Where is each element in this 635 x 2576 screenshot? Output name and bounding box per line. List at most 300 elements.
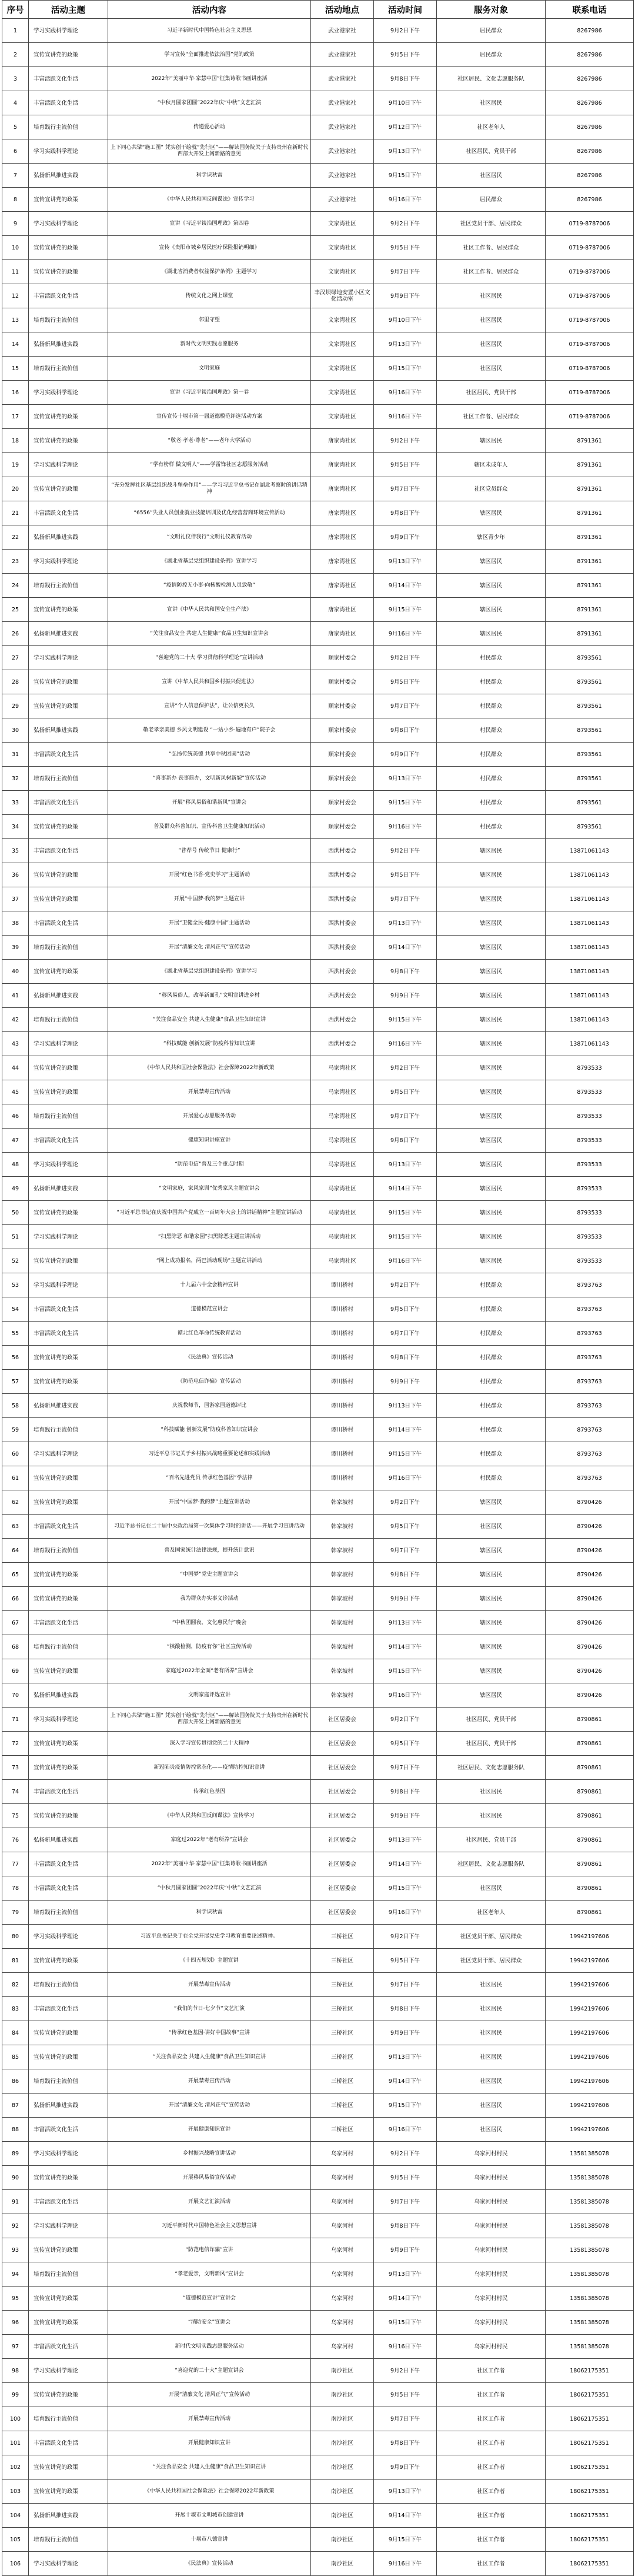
cell-phone: 0719-8787006 — [546, 405, 634, 429]
cell-phone: 8790426 — [546, 1490, 634, 1515]
cell-audience: 辖区居民 — [437, 1104, 546, 1129]
cell-location: 武业港家社 — [311, 67, 374, 91]
cell-time: 9月8日下午 — [374, 1129, 437, 1153]
cell-phone: 8791361 — [546, 429, 634, 453]
cell-content: 《民法典》宣传活动 — [108, 2552, 311, 2576]
cell-audience: 村民群众 — [437, 1370, 546, 1394]
cell-location: 社区居委会 — [311, 1876, 374, 1901]
cell-content: 传统文化之网上课堂 — [108, 284, 311, 308]
cell-topic: 培育践行主流价值 — [29, 1104, 108, 1129]
cell-audience: 社区工作者 — [437, 2407, 546, 2431]
cell-location: 马家湾社区 — [311, 1104, 374, 1129]
cell-time: 9月14日下午 — [374, 2504, 437, 2528]
cell-location: 西洪村委会 — [311, 984, 374, 1008]
cell-topic: 宣传宣讲党的政策 — [29, 2045, 108, 2069]
cell-content: 传递爱心活动 — [108, 115, 311, 139]
cell-location: 顺家村委会 — [311, 670, 374, 694]
cell-index: 64 — [2, 1539, 29, 1563]
cell-index: 38 — [2, 911, 29, 936]
cell-phone: 8793763 — [546, 1346, 634, 1370]
cell-index: 95 — [2, 2287, 29, 2311]
cell-location: 谭川桥村 — [311, 1297, 374, 1322]
table-row — [2, 2407, 634, 2431]
cell-time: 9月14日下午 — [374, 936, 437, 960]
cell-index: 85 — [2, 2045, 29, 2069]
cell-content: 《湖北省基层党组织建设条例》宣讲学习 — [108, 960, 311, 984]
cell-topic: 宣传宣讲党的政策 — [29, 1732, 108, 1756]
cell-index: 103 — [2, 2480, 29, 2504]
cell-time: 9月2日下午 — [374, 839, 437, 863]
cell-content: “孝老爱亲，文明新风”宣讲会 — [108, 2262, 311, 2287]
cell-topic: 丰富活跃文化生活 — [29, 501, 108, 525]
cell-audience: 辖区居民 — [437, 1563, 546, 1587]
cell-content: 开展“卫健全民·健康中国”主题活动 — [108, 911, 311, 936]
cell-index: 57 — [2, 1370, 29, 1394]
cell-time: 9月14日下午 — [374, 2287, 437, 2311]
cell-time: 9月15日下午 — [374, 357, 437, 381]
cell-location: 三桥社区 — [311, 1949, 374, 1973]
table-row — [2, 164, 634, 188]
cell-topic: 宣传宣讲党的政策 — [29, 1756, 108, 1780]
cell-time: 9月13日下午 — [374, 332, 437, 357]
table-row — [2, 2335, 634, 2359]
cell-content: 健康知识讲座宣讲 — [108, 1129, 311, 1153]
cell-phone: 18062175351 — [546, 2431, 634, 2455]
cell-content: 新时代文明实践志愿服务活动 — [108, 2335, 311, 2359]
table-row — [2, 332, 634, 357]
cell-topic: 学习实践科学理论 — [29, 646, 108, 670]
cell-topic: 宣传宣讲党的政策 — [29, 2021, 108, 2045]
cell-topic: 培育践行主流价值 — [29, 1973, 108, 1997]
cell-index: 63 — [2, 1515, 29, 1539]
cell-time: 9月13日下午 — [374, 1611, 437, 1635]
table-row — [2, 1852, 634, 1876]
cell-audience: 辖区居民 — [437, 1249, 546, 1273]
cell-index: 29 — [2, 694, 29, 718]
cell-audience: 辖区居民 — [437, 887, 546, 911]
cell-location: 马家湾社区 — [311, 1225, 374, 1249]
cell-location: 韩家坡村 — [311, 1490, 374, 1515]
cell-phone: 19942197606 — [546, 2094, 634, 2118]
cell-index: 80 — [2, 1925, 29, 1949]
cell-phone: 8793533 — [546, 1056, 634, 1080]
cell-audience: 社区居民 — [437, 2045, 546, 2069]
cell-index: 69 — [2, 1659, 29, 1683]
table-row — [2, 405, 634, 429]
table-row — [2, 429, 634, 453]
cell-content: “关注食品安全 共建人生健康”食品卫生知识宣讲 — [108, 1008, 311, 1032]
table-row — [2, 2359, 634, 2383]
table-row — [2, 598, 634, 622]
table-row — [2, 1683, 634, 1708]
header-location: 活动地点 — [311, 1, 374, 19]
cell-time: 9月8日下午 — [374, 1780, 437, 1804]
table-row — [2, 1418, 634, 1442]
header-phone: 联系电话 — [546, 1, 634, 19]
cell-content: 十堰市八德宣讲 — [108, 2528, 311, 2552]
cell-time: 9月9日下午 — [374, 2455, 437, 2480]
cell-location: 文家湾社区 — [311, 381, 374, 405]
cell-audience: 辖区居民 — [437, 911, 546, 936]
cell-phone: 8793533 — [546, 1201, 634, 1225]
cell-content: 开展爱心志愿服务活动 — [108, 1104, 311, 1129]
cell-phone: 8267986 — [546, 164, 634, 188]
cell-time: 9月16日下午 — [374, 381, 437, 405]
cell-audience: 社区居民、党员干部 — [437, 1732, 546, 1756]
cell-phone: 18062175351 — [546, 2383, 634, 2407]
cell-time: 9月13日下午 — [374, 2480, 437, 2504]
cell-phone: 8790861 — [546, 1876, 634, 1901]
activity-table — [2, 0, 634, 2576]
cell-time: 9月8日下午 — [374, 67, 437, 91]
cell-topic: 培育践行主流价值 — [29, 936, 108, 960]
cell-audience: 村民群众 — [437, 1466, 546, 1490]
cell-time: 9月9日下午 — [374, 1804, 437, 1828]
cell-phone: 8267986 — [546, 188, 634, 212]
cell-location: 社区居委会 — [311, 1852, 374, 1876]
cell-topic: 培育践行主流价值 — [29, 1539, 108, 1563]
cell-phone: 8791361 — [546, 622, 634, 646]
cell-phone: 8790426 — [546, 1683, 634, 1708]
table-row — [2, 1129, 634, 1153]
cell-topic: 宣传宣讲党的政策 — [29, 694, 108, 718]
cell-phone: 8267986 — [546, 67, 634, 91]
cell-audience: 社区老年人 — [437, 1901, 546, 1925]
cell-topic: 培育践行主流价值 — [29, 308, 108, 332]
cell-phone: 8790861 — [546, 1708, 634, 1732]
cell-time: 9月2日下午 — [374, 1273, 437, 1297]
cell-content: 新时代文明实践志愿服务 — [108, 332, 311, 357]
cell-audience: 社区老年人 — [437, 115, 546, 139]
cell-content: “中秋月圆家团圆”2022年庆“中秋”文艺汇演 — [108, 91, 311, 115]
cell-content: “核酸检测，防疫有你”社区宣传活动 — [108, 1635, 311, 1659]
cell-content: 普及群众科普知识、宣传科普卫生健康知识活动 — [108, 815, 311, 839]
cell-location: 乌家河村 — [311, 2287, 374, 2311]
cell-audience: 辖区居民 — [437, 1032, 546, 1056]
cell-content: 家庭过2022年全面“老有所养”宣讲会 — [108, 1659, 311, 1683]
cell-time: 9月5日下午 — [374, 1515, 437, 1539]
cell-content: 开展健康知识宣讲 — [108, 2118, 311, 2142]
cell-phone: 19942197606 — [546, 1997, 634, 2021]
cell-audience: 社区党员干部、居民群众 — [437, 212, 546, 236]
cell-topic: 宣传宣讲党的政策 — [29, 1563, 108, 1587]
cell-content: 《湖北省基层党组织建设条例》宣讲学习 — [108, 550, 311, 574]
table-row — [2, 1225, 634, 1249]
cell-phone: 0719-8787006 — [546, 381, 634, 405]
cell-location: 韩家坡村 — [311, 1683, 374, 1708]
cell-time: 9月14日下午 — [374, 574, 437, 598]
cell-location: 韩家坡村 — [311, 1659, 374, 1683]
table-row — [2, 67, 634, 91]
cell-topic: 宣传宣讲党的政策 — [29, 2311, 108, 2335]
cell-content: “疫情防控无小事·向核酸检测人员致敬” — [108, 574, 311, 598]
cell-time: 9月16日下午 — [374, 2118, 437, 2142]
cell-index: 10 — [2, 236, 29, 260]
cell-content: 宣讲《中华人民共和国乡村振兴促进法》 — [108, 670, 311, 694]
cell-phone: 8793561 — [546, 743, 634, 767]
cell-phone: 13871061143 — [546, 1032, 634, 1056]
cell-time: 9月16日下午 — [374, 1249, 437, 1273]
cell-topic: 丰富活跃文化生活 — [29, 1852, 108, 1876]
cell-topic: 丰富活跃文化生活 — [29, 791, 108, 815]
cell-topic: 培育践行主流价值 — [29, 767, 108, 791]
cell-topic: 丰富活跃文化生活 — [29, 67, 108, 91]
cell-time: 9月5日下午 — [374, 2166, 437, 2190]
cell-content: “习近平总书记在庆祝中国共产党成立一百周年大会上的讲话精神”主题宣讲活动 — [108, 1201, 311, 1225]
cell-audience: 辖区居民 — [437, 622, 546, 646]
cell-topic: 弘扬新风推进实践 — [29, 2094, 108, 2118]
cell-phone: 8793763 — [546, 1273, 634, 1297]
table-row — [2, 2504, 634, 2528]
cell-index: 36 — [2, 863, 29, 887]
cell-time: 9月8日下午 — [374, 1346, 437, 1370]
cell-audience: 辖区居民 — [437, 550, 546, 574]
cell-phone: 8793533 — [546, 1129, 634, 1153]
cell-content: “弘扬传统美德 共享中秋团圆”活动 — [108, 743, 311, 767]
cell-index: 86 — [2, 2069, 29, 2094]
cell-time: 9月8日下午 — [374, 1563, 437, 1587]
cell-content: “中国梦”党史主题宣讲会 — [108, 1563, 311, 1587]
cell-phone: 18062175351 — [546, 2359, 634, 2383]
cell-time: 9月15日下午 — [374, 1659, 437, 1683]
cell-time: 9月15日下午 — [374, 2094, 437, 2118]
cell-location: 西洪村委会 — [311, 863, 374, 887]
cell-audience: 辖区居民 — [437, 1683, 546, 1708]
table-row — [2, 1394, 634, 1418]
cell-phone: 0719-8787006 — [546, 236, 634, 260]
cell-index: 67 — [2, 1611, 29, 1635]
cell-content: 谭北红色革命传统教育活动 — [108, 1322, 311, 1346]
table-row — [2, 19, 634, 43]
cell-audience: 社区居民、党员干部 — [437, 381, 546, 405]
cell-time: 9月14日下午 — [374, 1852, 437, 1876]
cell-phone: 8790426 — [546, 1635, 634, 1659]
table-row — [2, 1466, 634, 1490]
cell-time: 9月13日下午 — [374, 550, 437, 574]
cell-location: 武业港家社 — [311, 188, 374, 212]
cell-audience: 辖区居民 — [437, 1490, 546, 1515]
cell-phone: 8793561 — [546, 694, 634, 718]
cell-phone: 19942197606 — [546, 2118, 634, 2142]
table-row — [2, 2166, 634, 2190]
cell-content: “防范电信诈骗”宣讲 — [108, 2238, 311, 2262]
cell-location: 西洪村委会 — [311, 1008, 374, 1032]
cell-time: 9月7日下午 — [374, 1973, 437, 1997]
cell-time: 9月15日下午 — [374, 164, 437, 188]
cell-audience: 社区居民、文化志愿服务队 — [437, 1852, 546, 1876]
cell-time: 9月15日下午 — [374, 598, 437, 622]
cell-topic: 学习实践科学理论 — [29, 2552, 108, 2576]
cell-location: 乌家河村 — [311, 2142, 374, 2166]
cell-index: 48 — [2, 1153, 29, 1177]
cell-content: 习近平总书记关于乡村振兴战略重要论述和实践活动 — [108, 1442, 311, 1466]
cell-content: 家庭过2022年“老有所养”宣讲会 — [108, 1828, 311, 1852]
cell-topic: 宣传宣讲党的政策 — [29, 598, 108, 622]
cell-content: “消防安全”宣讲会 — [108, 2311, 311, 2335]
table-row — [2, 1490, 634, 1515]
cell-content: 开展禁毒宣传活动 — [108, 2407, 311, 2431]
cell-content: 十九届六中全会精神宣讲 — [108, 1273, 311, 1297]
table-row — [2, 501, 634, 525]
cell-index: 71 — [2, 1708, 29, 1732]
cell-index: 7 — [2, 164, 29, 188]
cell-location: 西洪村委会 — [311, 936, 374, 960]
cell-topic: 弘扬新风推进实践 — [29, 525, 108, 550]
cell-time: 9月16日下午 — [374, 2552, 437, 2576]
cell-audience: 辖区青少年 — [437, 525, 546, 550]
cell-content: “科技赋能 创新发展”防疫科普知识宣讲会 — [108, 1418, 311, 1442]
cell-phone: 18062175351 — [546, 2455, 634, 2480]
cell-index: 16 — [2, 381, 29, 405]
cell-phone: 13581385078 — [546, 2335, 634, 2359]
cell-content: 敬老孝亲美德 乡风文明建设 “一站小乡·遍地有户”院子会 — [108, 718, 311, 743]
cell-phone: 8793533 — [546, 1104, 634, 1129]
cell-index: 32 — [2, 767, 29, 791]
cell-index: 17 — [2, 405, 29, 429]
cell-index: 4 — [2, 91, 29, 115]
cell-time: 9月13日下午 — [374, 2045, 437, 2069]
cell-time: 9月13日下午 — [374, 767, 437, 791]
cell-phone: 8267986 — [546, 115, 634, 139]
table-row — [2, 453, 634, 477]
cell-content: 《中华人民共和国反间谍法》宣传学习 — [108, 188, 311, 212]
cell-location: 三桥社区 — [311, 2021, 374, 2045]
cell-phone: 13871061143 — [546, 1008, 634, 1032]
cell-audience: 乌家河村村民 — [437, 2287, 546, 2311]
cell-audience: 村民群众 — [437, 670, 546, 694]
cell-topic: 宣传宣讲党的政策 — [29, 2383, 108, 2407]
cell-time: 9月9日下午 — [374, 1587, 437, 1611]
cell-topic: 宣传宣讲党的政策 — [29, 43, 108, 67]
cell-phone: 8790861 — [546, 1828, 634, 1852]
cell-audience: 辖区居民 — [437, 1659, 546, 1683]
cell-audience: 辖区居民 — [437, 1056, 546, 1080]
cell-topic: 丰富活跃文化生活 — [29, 1876, 108, 1901]
table-row — [2, 1515, 634, 1539]
cell-content: “关注食品安全 共建人生健康”食品卫生知识宣讲 — [108, 2045, 311, 2069]
cell-content: “中秋团圆夜，文化惠民行”晚会 — [108, 1611, 311, 1635]
cell-content: 习近平新时代中国特色社会主义思想 — [108, 19, 311, 43]
cell-audience: 社区党员群众 — [437, 477, 546, 501]
cell-phone: 0719-8787006 — [546, 308, 634, 332]
table-row — [2, 2262, 634, 2287]
cell-phone: 8790861 — [546, 1756, 634, 1780]
cell-location: 唐家湾社区 — [311, 525, 374, 550]
cell-content: “充分发挥社区基层组织战斗堡垒作用”——学习习近平总书记在湖北考察时的讲话精神 — [108, 477, 311, 501]
cell-audience: 辖区居民 — [437, 1080, 546, 1104]
table-row — [2, 1876, 634, 1901]
cell-time: 9月5日下午 — [374, 43, 437, 67]
cell-index: 79 — [2, 1901, 29, 1925]
cell-topic: 宣传宣讲党的政策 — [29, 887, 108, 911]
cell-content: “移风易俗人，改革新面孔”文明宣讲进乡村 — [108, 984, 311, 1008]
cell-topic: 学习实践科学理论 — [29, 453, 108, 477]
cell-topic: 学习实践科学理论 — [29, 2214, 108, 2238]
cell-phone: 18062175351 — [546, 2407, 634, 2431]
cell-phone: 8793561 — [546, 646, 634, 670]
cell-phone: 18062175351 — [546, 2552, 634, 2576]
cell-content: “科技赋能 创新发展”防疫科普知识宣讲 — [108, 1032, 311, 1056]
cell-time: 9月7日下午 — [374, 2407, 437, 2431]
cell-content: 开展十堰市文明城市创建宣讲 — [108, 2504, 311, 2528]
table-row — [2, 574, 634, 598]
cell-audience: 乌家河村村民 — [437, 2311, 546, 2335]
cell-phone: 19942197606 — [546, 2021, 634, 2045]
cell-phone: 13871061143 — [546, 960, 634, 984]
cell-location: 唐家湾社区 — [311, 574, 374, 598]
header-audience: 服务对象 — [437, 1, 546, 19]
cell-time: 9月9日下午 — [374, 2238, 437, 2262]
cell-content: 文明家庭评选宣讲 — [108, 1683, 311, 1708]
table-row — [2, 622, 634, 646]
cell-index: 13 — [2, 308, 29, 332]
table-row — [2, 115, 634, 139]
cell-audience: 社区工作者 — [437, 2431, 546, 2455]
cell-content: 《中华人民共和国社会保险法》社会保障2022年新政策 — [108, 2480, 311, 2504]
cell-content: 上下同心共擘“施工图” 凭实创干绘就“先行区”——解读国务院关于支持贵州在新时代西部大开发上闯新路的意见 — [108, 139, 311, 164]
cell-phone: 8790426 — [546, 1659, 634, 1683]
cell-time: 9月5日下午 — [374, 2383, 437, 2407]
cell-topic: 学习实践科学理论 — [29, 212, 108, 236]
cell-topic: 丰富活跃文化生活 — [29, 911, 108, 936]
cell-topic: 培育践行主流价值 — [29, 574, 108, 598]
cell-topic: 丰富活跃文化生活 — [29, 1129, 108, 1153]
cell-phone: 8791361 — [546, 525, 634, 550]
cell-location: 顺家村委会 — [311, 646, 374, 670]
cell-phone: 8793533 — [546, 1225, 634, 1249]
cell-index: 23 — [2, 550, 29, 574]
cell-topic: 培育践行主流价值 — [29, 2262, 108, 2287]
cell-time: 9月7日下午 — [374, 694, 437, 718]
table-header-row — [2, 1, 634, 19]
cell-location: 文家湾社区 — [311, 332, 374, 357]
cell-audience: 村民群众 — [437, 1394, 546, 1418]
cell-topic: 学习实践科学理论 — [29, 139, 108, 164]
cell-topic: 宣传宣讲党的政策 — [29, 1201, 108, 1225]
cell-location: 谭川桥村 — [311, 1346, 374, 1370]
cell-index: 49 — [2, 1177, 29, 1201]
table-row — [2, 863, 634, 887]
table-row — [2, 839, 634, 863]
cell-phone: 8791361 — [546, 453, 634, 477]
cell-index: 65 — [2, 1563, 29, 1587]
cell-location: 西洪村委会 — [311, 887, 374, 911]
cell-index: 66 — [2, 1587, 29, 1611]
cell-audience: 社区工作者 — [437, 2528, 546, 2552]
cell-time: 9月13日下午 — [374, 1394, 437, 1418]
cell-topic: 宣传宣讲党的政策 — [29, 2166, 108, 2190]
cell-content: 开展“清廉文化 清风正气”宣传活动 — [108, 936, 311, 960]
cell-location: 谭川桥村 — [311, 1273, 374, 1297]
cell-time: 9月10日下午 — [374, 91, 437, 115]
cell-topic: 学习实践科学理论 — [29, 1442, 108, 1466]
cell-location: 谭川桥村 — [311, 1394, 374, 1418]
cell-location: 韩家坡村 — [311, 1587, 374, 1611]
cell-phone: 8793763 — [546, 1394, 634, 1418]
table-row — [2, 1008, 634, 1032]
cell-topic: 培育践行主流价值 — [29, 1418, 108, 1442]
cell-time: 9月13日下午 — [374, 1828, 437, 1852]
cell-location: 韩家坡村 — [311, 1539, 374, 1563]
table-row — [2, 960, 634, 984]
cell-index: 53 — [2, 1273, 29, 1297]
cell-time: 9月13日下午 — [374, 911, 437, 936]
cell-time: 9月14日下午 — [374, 1635, 437, 1659]
cell-time: 9月7日下午 — [374, 1756, 437, 1780]
cell-topic: 弘扬新风推进实践 — [29, 1394, 108, 1418]
cell-time: 9月5日下午 — [374, 1732, 437, 1756]
cell-topic: 宣传宣讲党的政策 — [29, 1370, 108, 1394]
